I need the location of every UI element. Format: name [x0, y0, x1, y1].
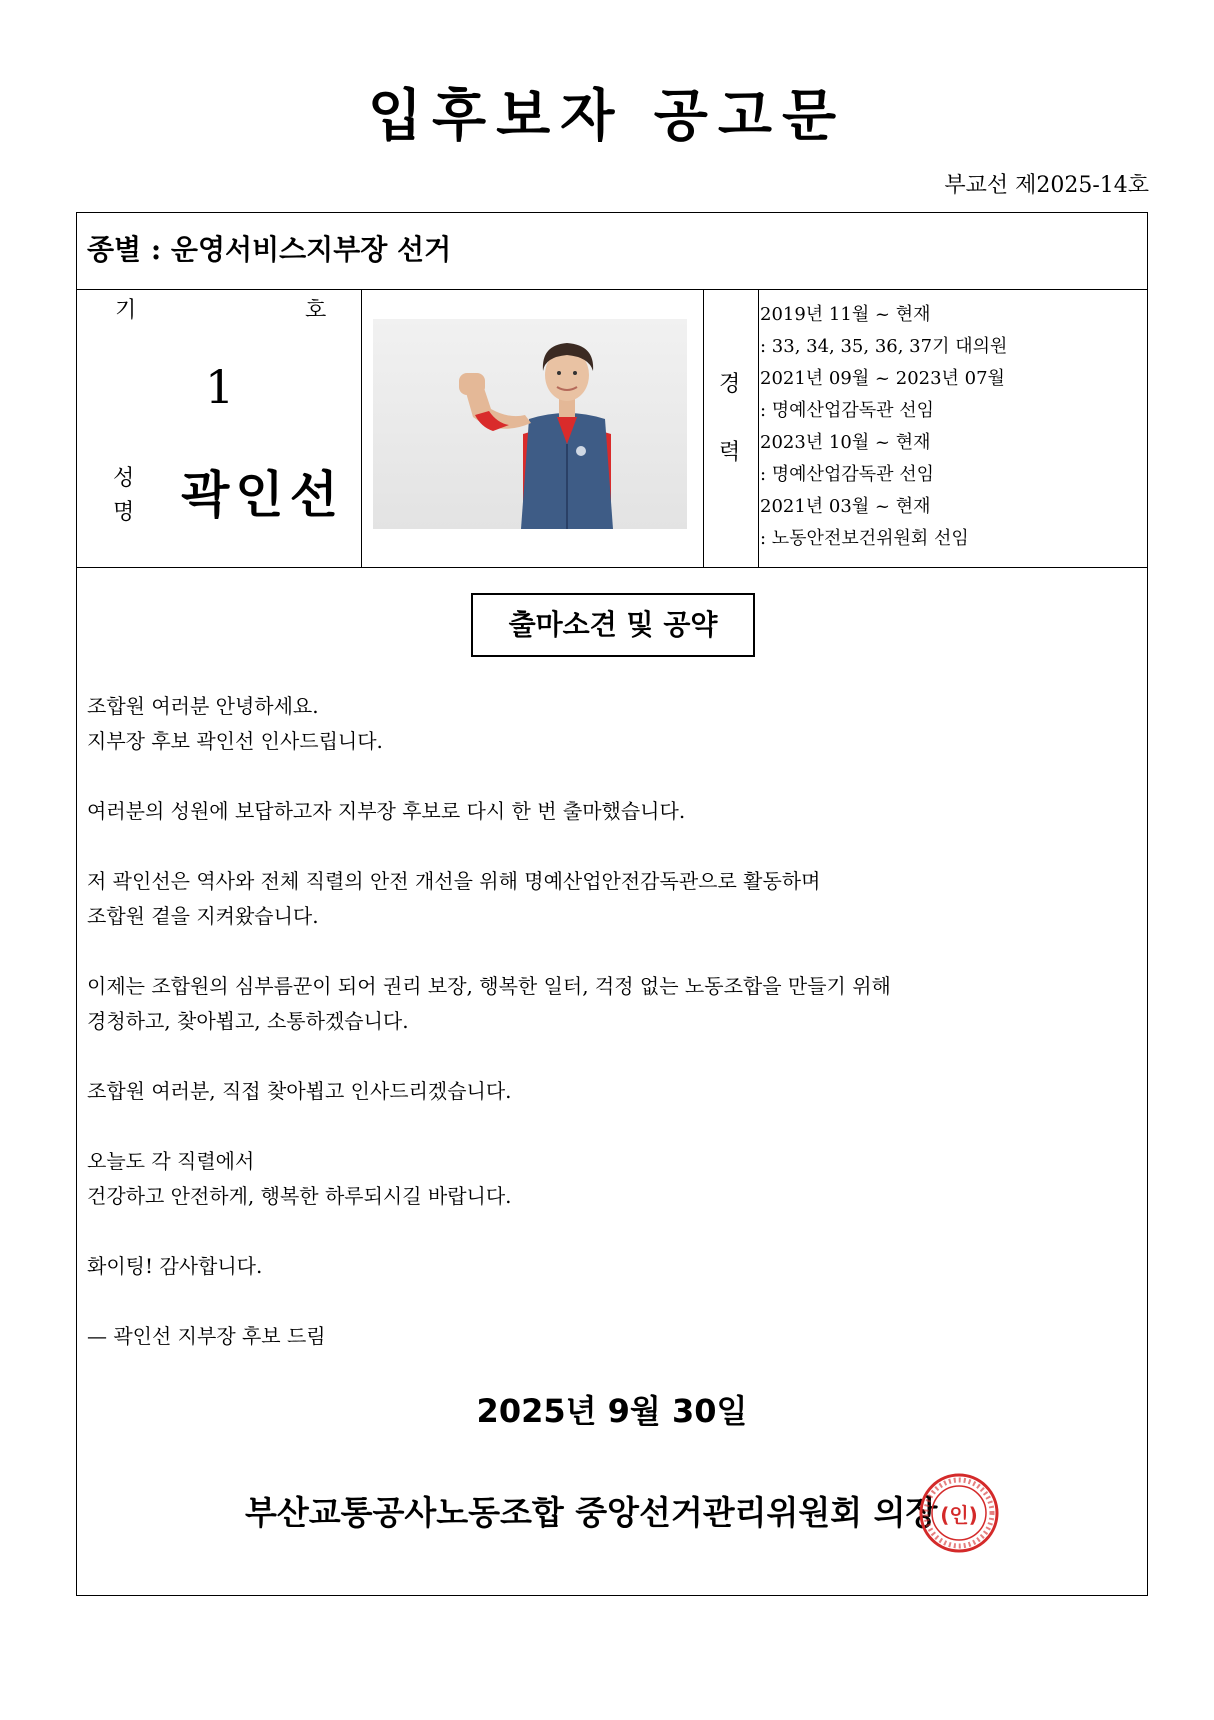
candidate-info-row [77, 289, 1147, 568]
statement-line: 화이팅! 감사합니다. [87, 1254, 263, 1278]
seal-mark: (인) [940, 1503, 978, 1527]
career-line: 2019년 11월 ~ 현재 [760, 304, 931, 325]
official-seal [917, 1471, 1001, 1555]
career-label-top: 경 [719, 372, 741, 397]
column-divider [758, 289, 759, 567]
symbol-label-left: 기 [115, 298, 137, 323]
column-divider [703, 289, 704, 567]
statement-line: 저 곽인선은 역사와 전체 직렬의 안전 개선을 위해 명예산업안전감독관으로 활동하며 [87, 869, 821, 893]
career-label-bottom: 력 [719, 440, 741, 465]
statement-line: 지부장 후보 곽인선 인사드립니다. [87, 729, 383, 753]
career-line: 2021년 03월 ~ 현재 [760, 496, 931, 517]
document-number: 부교선 제2025-14호 [944, 173, 1149, 198]
name-label-bottom: 명 [113, 500, 135, 525]
statement-line [87, 1039, 1127, 1074]
column-divider [361, 289, 362, 567]
candidate-photo [373, 319, 687, 529]
statement-line: 오늘도 각 직렬에서 [87, 1149, 255, 1173]
statement-line: 조합원 여러분, 직접 찾아뵙고 인사드리겠습니다. [87, 1079, 512, 1103]
career-line: : 노동안전보건위원회 선임 [760, 528, 969, 549]
election-type-row [77, 213, 1147, 290]
symbol-label-right: 호 [305, 298, 327, 323]
statement-line: 경청하고, 찾아뵙고, 소통하겠습니다. [87, 1009, 409, 1033]
committee-signature: 부산교통공사노동조합 중앙선거관리위원회 의장 [245, 1493, 938, 1532]
statement-line: 이제는 조합원의 심부름꾼이 되어 권리 보장, 행복한 일터, 걱정 없는 노동조합을 만들기 위해 [87, 974, 891, 998]
statement-line [87, 1284, 1127, 1319]
page-title: 입후보자 공고문 [367, 84, 847, 149]
statement-line [87, 829, 1127, 864]
statement-line [87, 1109, 1127, 1144]
career-line: 2023년 10월 ~ 현재 [760, 432, 931, 453]
career-line: : 명예산업감독관 선임 [760, 400, 934, 421]
candidate-portrait [373, 319, 687, 529]
statement-line [87, 1214, 1127, 1249]
career-line: : 33, 34, 35, 36, 37기 대의원 [760, 336, 1008, 357]
statement-line: 건강하고 안전하게, 행복한 하루되시길 바랍니다. [87, 1184, 512, 1208]
candidate-number: 1 [205, 360, 235, 414]
name-label-top: 성 [113, 466, 135, 491]
statement-line: — 곽인선 지부장 후보 드림 [87, 1324, 326, 1348]
election-type: 종별 : 운영서비스지부장 선거 [87, 233, 452, 266]
seal-stamp-icon [917, 1471, 1001, 1555]
statement-line [87, 759, 1127, 794]
career-line: : 명예산업감독관 선임 [760, 464, 934, 485]
candidate-name: 곽인선 [181, 465, 344, 524]
statement-line: 여러분의 성원에 보답하고자 지부장 후보로 다시 한 번 출마했습니다. [87, 799, 686, 823]
notice-date: 2025년 9월 30일 [476, 1392, 748, 1430]
career-list [760, 299, 1007, 555]
career-line: 2021년 09월 ~ 2023년 07월 [760, 368, 1005, 389]
statement-line: 조합원 곁을 지켜왔습니다. [87, 904, 319, 928]
pledge-heading: 출마소견 및 공약 [471, 593, 755, 657]
statement-line: 조합원 여러분 안녕하세요. [87, 694, 319, 718]
candidate-statement [87, 689, 1127, 1354]
statement-line [87, 934, 1127, 969]
notice-frame [76, 212, 1148, 1596]
